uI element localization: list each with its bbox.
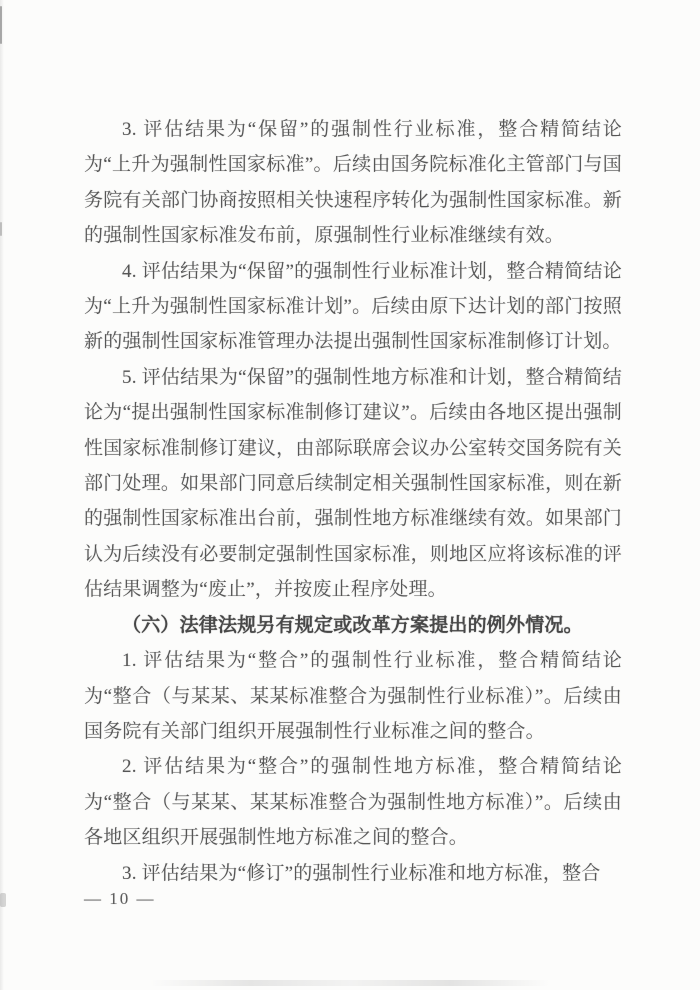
- scan-artifact-mark: [0, 222, 2, 236]
- paragraph-item-3-retain-industry-standard: 3. 评估结果为“保留”的强制性行业标准，整合精简结论为“上升为强制性国家标准”。后续由国务院标准化主管部门与国务院有关部门协商按照相关快速程序转化为强制性国家标准。新的强制性国家标准发布前，原强制性行业标准继续有效。: [84, 119, 622, 247]
- scan-artifact-mark: [0, 6, 2, 44]
- scan-edge-artifact: [0, 0, 4, 990]
- paragraph-item-1-merge-industry-standard: 1. 评估结果为“整合”的强制性行业标准，整合精简结论为“整合（与某某、某某标准整合为强制性行业标准）”。后续由国务院有关部门组织开展强制性行业标准之间的整合。: [84, 650, 622, 742]
- paragraph-item-5-retain-local-standard: 5. 评估结果为“保留”的强制性地方标准和计划，整合精简结论为“提出强制性国家标准制修订建议”。后续由各地区提出强制性国家标准制修订建议，由部际联席会议办公室转交国务院有关部门处理。如果部门同意后续制定相关强制性国家标准，则在新的强制性国家标准出台前，强制性地方标准继续有效。如果部门认为后续没有必要制定强制性国家标准，则地区应将该标准的评估结果调整为“废止”，并按废止程序处理。: [84, 366, 622, 601]
- page-number: — 10 —: [84, 889, 156, 908]
- paragraph-item-3-revise-standards-truncated: 3. 评估结果为“修订”的强制性行业标准和地方标准，整合: [122, 862, 601, 884]
- scan-artifact-smear: [150, 980, 550, 986]
- document-body-text: [84, 112, 622, 891]
- paragraph-item-2-merge-local-standard: 2. 评估结果为“整合”的强制性地方标准，整合精简结论为“整合（与某某、某某标准整合为强制性地方标准）”。后续由各地区组织开展强制性地方标准之间的整合。: [84, 756, 622, 849]
- paragraph-item-4-retain-industry-standard-plan: 4. 评估结果为“保留”的强制性行业标准计划，整合精简结论为“上升为强制性国家标准计划”。后续由原下达计划的部门按照新的强制性国家标准管理办法提出强制性国家标准制修订计划。: [84, 260, 622, 353]
- scan-artifact-mark: [0, 893, 6, 907]
- section-heading-six-exceptions: （六）法律法规另有规定或改革方案提出的例外情况。: [122, 614, 583, 636]
